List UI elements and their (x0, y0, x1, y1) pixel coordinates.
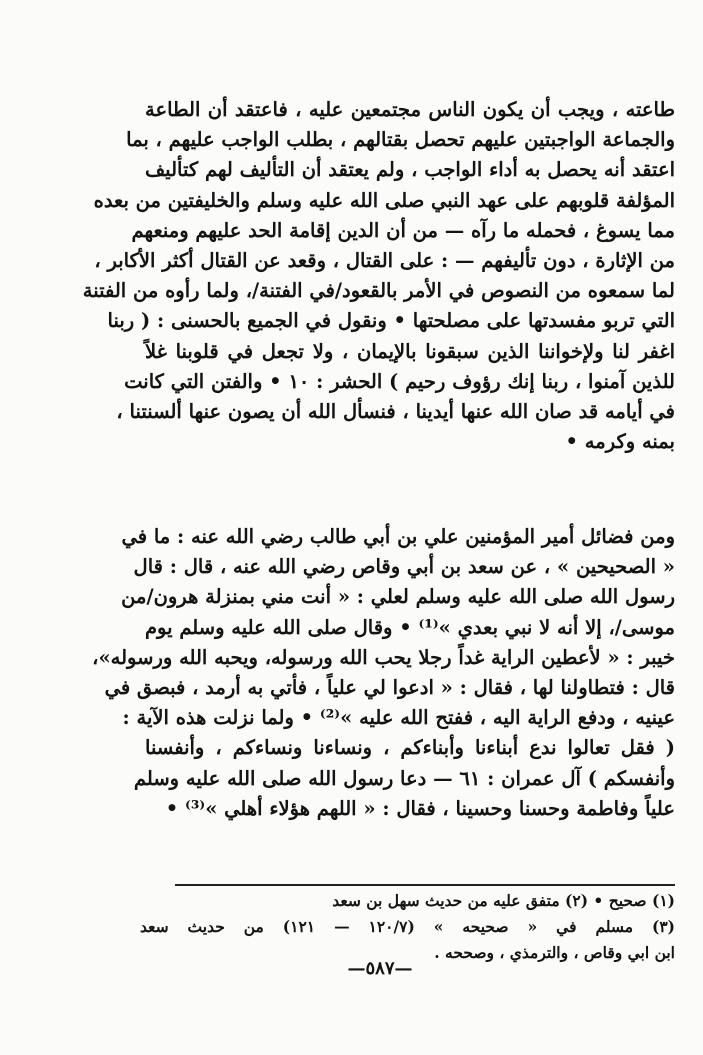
text-line: خيبر : « لأعطين الراية غداً رجلا يحب الله ورسوله، ويحبه الله ورسوله»، (92, 645, 675, 669)
text-line: طاعته ، ويجب أن يكون الناس مجتمعين عليه ، فاعتقد أن الطاعة (145, 98, 675, 121)
text-line: المؤلفة قلوبهم على عهد النبي صلى الله عليه وسلم والخليفتين من بعده (93, 188, 675, 212)
text-line: من الإثارة ، دون تأليفهم — : على القتال ، وقعد عن القتال أكثر الأكابر ، (94, 248, 675, 272)
footnote-line: (٣) مسلم في « صحيحه » (١٢٠/٧ — ١٢١) من حديث سعد (140, 917, 675, 936)
text-line: عينيه ، ودفع الراية اليه ، ففتح الله عليه »⁽²⁾ • ولما نزلت هذه الآية : (122, 706, 675, 730)
text-line: لما سمعوه من النصوص في الأمر بالقعود/في الفتنة/، ولما رأوه من الفتنة (82, 279, 675, 303)
text-line: والجماعة الواجبتين عليهم تحصل بقتالهم ، بطلب الواجب عليهم ، بما (126, 128, 675, 152)
text-line: التي تربو مفسدتها على مصلحتها • ونقول في الجميع بالحسنى : ( ربنا (107, 309, 675, 333)
text-line: موسى/، إلا أنه لا نبي بعدي »⁽¹⁾ • وقال صلى الله عليه وسلم يوم (144, 615, 675, 639)
page-number: —٥٨٧— (347, 958, 413, 979)
paragraph-1 (82, 95, 675, 457)
paragraph-2 (92, 522, 675, 824)
text-line: علياً وفاطمة وحسنا وحسينا ، فقال : « اللهم هؤلاء أهلي »⁽³⁾ • (165, 796, 675, 820)
text-line: اغفر لنا ولإخواننا الذين سبقونا بالإيمان ، ولا تجعل في قلوبنا غلاً (145, 339, 675, 363)
text-line: بمنه وكرمه • (565, 430, 675, 454)
footnote-line: (١) صحيح • (٢) متفق عليه من حديث سهل بن سعد (332, 891, 675, 910)
text-line: للذين آمنوا ، ربنا إنك رؤوف رحيم ) الحشر : ١٠ • والفتن التي كانت (124, 369, 675, 393)
text-line: قال : فتطاولنا لها ، فقال : « ادعوا لي علياً ، فأتي به أرمد ، فبصق في (104, 675, 675, 699)
text-line: ومن فضائل أمير المؤمنين علي بن أبي طالب رضي الله عنه : ما في (121, 525, 675, 548)
footnote-divider (175, 884, 675, 886)
text-line: رسول الله صلى الله عليه وسلم لعلي : « أنت مني بمنزلة هرون/من (121, 585, 675, 609)
text-line: اعتقد أنه يحصل به أداء الواجب ، ولم يعتقد أن التأليف لهم كتأليف (145, 158, 675, 182)
text-line: وأنفسكم ) آل عمران : ٦١ — دعا رسول الله صلى الله عليه وسلم (133, 766, 675, 790)
text-line: ( فقل تعالوا ندع أبناءنا وأبناءكم ، ونساءنا ونساءكم ، وأنفسنا (145, 736, 675, 760)
footnotes (140, 888, 675, 966)
text-line: « الصحيحين » ، عن سعد بن أبي وقاص رضي الله عنه ، قال : قال (133, 555, 675, 579)
text-line: في أيامه قد صان الله عنها أيدينا ، فنسأل الله أن يصون عنها ألسنتنا ، (116, 399, 675, 423)
text-line: مما يسوغ ، فحمله ما رآه — من أن الدين إقامة الحد عليهم ومنعهم (131, 218, 675, 242)
footnote-line: ابن ابي وقاص ، والترمذي ، وصححه . (434, 943, 675, 962)
